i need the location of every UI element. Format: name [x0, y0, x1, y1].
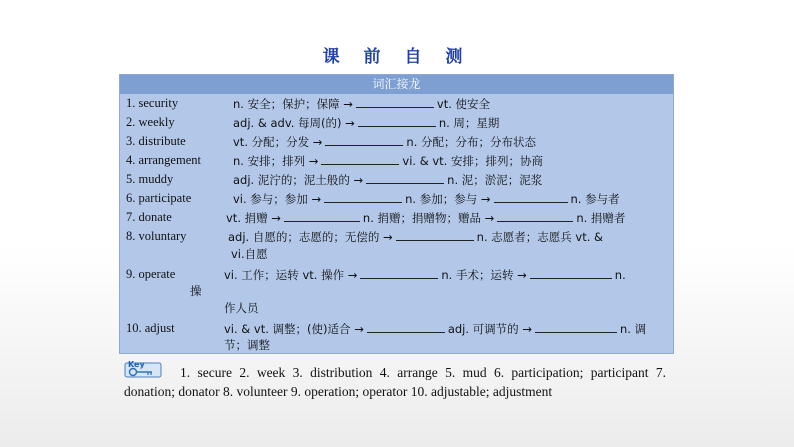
vocab-row-10	[126, 321, 647, 352]
vocab-definition: vt. 捐赠 → n. 捐赠；捐赠物；赠品 → n. 捐赠者	[226, 211, 626, 225]
vocab-definition: n. 安全；保护；保障 → vt. 使安全	[233, 97, 491, 111]
vocab-word: 5. muddy	[126, 172, 174, 186]
vocab-definition: vi. & vt. 调整；(使)适合 → adj. 可调节的 → n. 调	[224, 322, 647, 336]
answer-blank	[324, 191, 402, 203]
answer-blank	[356, 96, 434, 108]
answer-blank	[494, 191, 568, 203]
vocab-row-6	[126, 191, 620, 206]
vocab-word: 7. donate	[126, 210, 172, 224]
vocab-row-7	[126, 210, 626, 225]
vocab-word: 4. arrangement	[126, 153, 201, 167]
panel-header: 词汇接龙	[120, 75, 673, 94]
answer-blank	[284, 210, 360, 222]
page-title: 课 前 自 测	[322, 47, 472, 67]
key-label: Key	[128, 360, 145, 369]
vocab-definition: vi. 参与；参加 → n. 参加；参与 → n. 参与者	[233, 192, 620, 206]
answer-key	[124, 363, 666, 401]
answer-blank	[358, 115, 436, 127]
vocab-definition-cont: 操	[190, 284, 202, 298]
vocab-definition: n. 安排；排列 → vi. & vt. 安排；排列；协商	[233, 154, 543, 168]
answer-blank	[367, 321, 445, 333]
answer-blank	[360, 267, 438, 279]
vocab-row-1	[126, 96, 491, 111]
vocab-row-3	[126, 134, 537, 149]
answer-blank	[535, 321, 617, 333]
vocab-word: 1. security	[126, 96, 179, 110]
answer-blank	[321, 153, 399, 165]
vocab-row-2	[126, 115, 500, 130]
answer-blank	[497, 210, 573, 222]
vocab-word: 3. distribute	[126, 134, 186, 148]
vocab-word: 9. operate	[126, 267, 176, 281]
vocab-row-5	[126, 172, 543, 187]
vocab-definition: vi. 工作；运转 vt. 操作 → n. 手术；运转 → n.	[224, 268, 626, 282]
answer-text: 1. secure 2. week 3. distribution 4. arrange 5. mud 6. participation; participant 7. donation; donator 8. volunteer 9. operation; operator 10. adjustable; adjustment	[124, 365, 666, 399]
answer-blank	[396, 229, 474, 241]
vocab-word: 8. voluntary	[126, 229, 187, 243]
vocab-definition-cont: vi.自愿	[231, 247, 268, 261]
vocab-definition: adj. & adv. 每周(的) → n. 周；星期	[233, 116, 500, 130]
answer-blank	[325, 134, 403, 146]
vocab-word: 2. weekly	[126, 115, 175, 129]
vocab-row-8	[126, 229, 604, 261]
vocab-definition-cont: 作人员	[224, 301, 259, 315]
answer-blank	[366, 172, 444, 184]
vocab-word: 10. adjust	[126, 321, 175, 335]
vocab-definition-cont: 节；调整	[224, 338, 270, 352]
vocab-row-4	[126, 153, 543, 168]
vocab-definition: adj. 自愿的；志愿的；无偿的 → n. 志愿者；志愿兵 vt. &	[228, 230, 604, 244]
answer-blank	[530, 267, 612, 279]
vocab-word: 6. participate	[126, 191, 192, 205]
vocab-definition: adj. 泥泞的；泥土般的 → n. 泥；淤泥；泥浆	[233, 173, 543, 187]
vocabulary-panel	[119, 74, 674, 354]
vocab-definition: vt. 分配；分发 → n. 分配；分布；分布状态	[233, 135, 537, 149]
vocab-row-9	[126, 267, 626, 315]
